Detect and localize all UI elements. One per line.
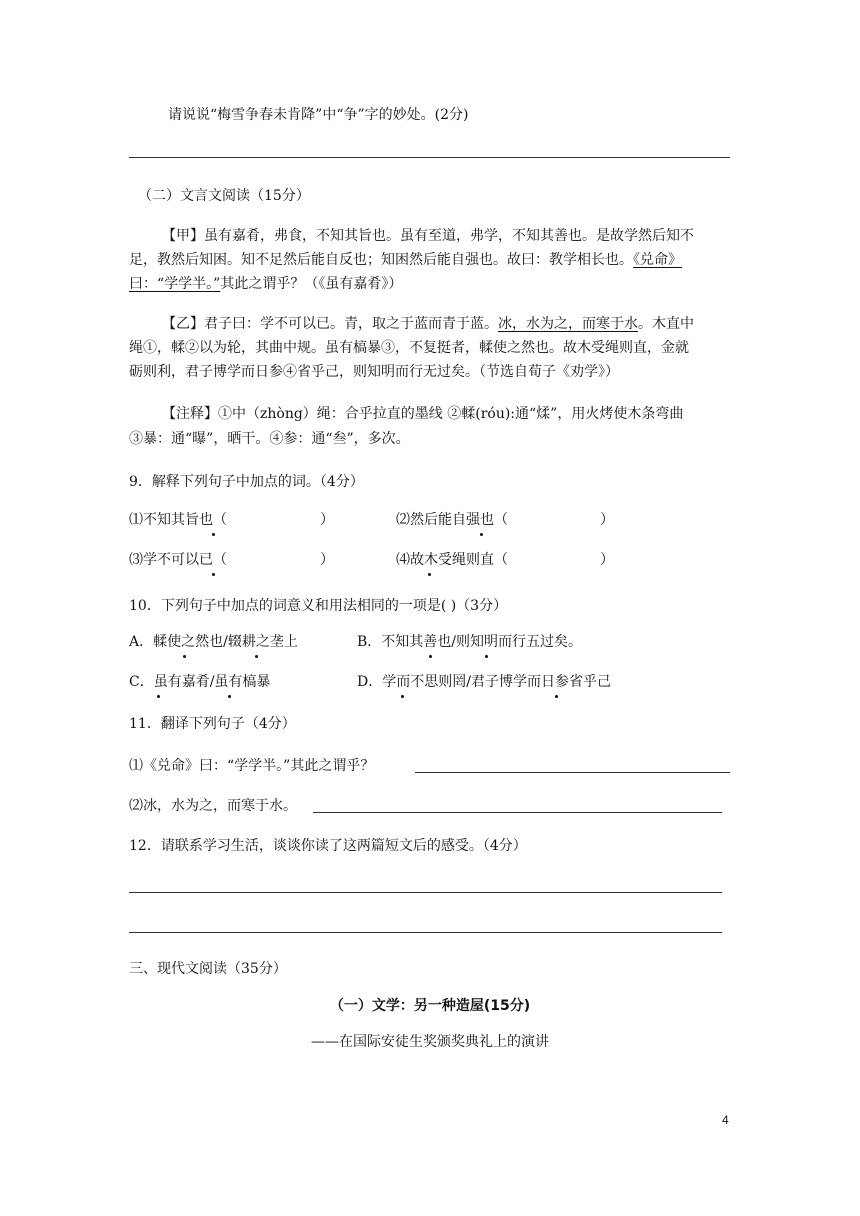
question-10-option-a: A．輮使之然也/辍耕之垄上 (129, 634, 298, 650)
passage-jia-line2-text: 足，教然后知困。知不足然后能自反也；知困然后能自强也。故曰：教学相长也。 (129, 252, 633, 268)
question-9-item-1: ⑴不知其旨也（ (129, 512, 227, 528)
question-9-item-3: ⑶学不可以已（ (129, 552, 227, 568)
emphasis-dot (429, 655, 432, 658)
section-title-modern: 三、现代文阅读（35分） (129, 961, 287, 977)
question-9-item-2: ⑵然后能自强也（ (396, 512, 508, 528)
emphasis-dot (555, 695, 558, 698)
passage-jia-underlined-quote: 曰：“学学半。” (129, 276, 221, 292)
emphasis-dot (480, 533, 483, 536)
answer-line (129, 157, 730, 158)
page-number: 4 (722, 1113, 729, 1127)
question-11-item-1: ⑴《兑命》曰：“学学半。”其此之谓乎？ (129, 758, 375, 774)
emphasis-dot (228, 695, 231, 698)
passage-yi-line2: 绳①，輮②以为轮，其曲中规。虽有槁暴③，不复挺者，輮使之然也。故木受绳则直，金就 (129, 340, 689, 356)
emphasis-dot (255, 655, 258, 658)
passage-jia-line3-text: 其此之谓乎？（《虽有嘉肴》） (220, 276, 403, 292)
answer-line (129, 932, 722, 933)
answer-line (415, 772, 730, 773)
emphasis-dot (212, 573, 215, 576)
question-10-stem: 10．下列句子中加点的词意义和用法相同的一项是( )（3分） (129, 598, 508, 614)
question-11-item-2: ⑵冰，水为之，而寒于水。 (129, 798, 297, 814)
question-10-option-b: B．不知其善也/则知明而行五过矣。 (357, 634, 583, 650)
question-9-item-4: ⑷故木受绳则直（ (396, 552, 508, 568)
passage-jia-line1: 【甲】虽有嘉肴，弗食，不知其旨也。虽有至道，弗学，不知其善也。是故学然后知不 (162, 228, 694, 244)
passage-yi-line1-a: 【乙】君子曰：学不可以已。青，取之于蓝而青于蓝。 (162, 316, 498, 332)
notes-line1: 【注释】①中（zhòng）绳：合乎拉直的墨线 ②輮(róu):通“煣”，用火烤使木条弯曲 (162, 406, 684, 422)
passage-jia-line2 (129, 250, 682, 270)
article-subtitle: ——在国际安徒生奖颁奖典礼上的演讲 (311, 1034, 549, 1050)
emphasis-dot (183, 655, 186, 658)
emphasis-dot (485, 655, 488, 658)
answer-line (313, 812, 722, 813)
emphasis-dot (212, 533, 215, 536)
question-11-stem: 11．翻译下列句子（4分） (129, 716, 296, 732)
question-9-stem: 9．解释下列句子中加点的词。（4分） (129, 474, 364, 490)
passage-yi-line1 (162, 314, 694, 334)
question-12-stem: 12．请联系学习生活，谈谈你读了这两篇短文后的感受。（4分） (129, 838, 527, 854)
question-9-item-1-close: ） (320, 512, 334, 528)
emphasis-dot (401, 695, 404, 698)
notes-line2: ③暴：通“曝”，晒干。④参：通“叁”，多次。 (129, 431, 410, 447)
answer-line (129, 892, 722, 893)
question-9-item-4-close: ） (600, 552, 614, 568)
passage-yi-line3: 砺则利，君子博学而日参④省乎己，则知明而行无过矣。（节选自荀子《劝学》） (129, 364, 619, 380)
question-9-item-2-close: ） (600, 512, 614, 528)
previous-question: 请说说“梅雪争春未肯降”中“争”字的妙处。(2分) (168, 107, 469, 123)
passage-jia-underlined-title: 《兑命》 (633, 252, 682, 268)
question-10-option-d: D．学而不思则罔/君子博学而日参省乎己 (357, 674, 611, 690)
article-title: （一）文学：另一种造屋(15分) (329, 998, 531, 1014)
section-title-classical: （二）文言文阅读（15分） (138, 188, 310, 204)
emphasis-dot (157, 695, 160, 698)
question-10-option-c: C．虽有嘉肴/虽有槁暴 (129, 674, 271, 690)
passage-yi-underlined: 冰，水为之，而寒于水 (498, 316, 638, 332)
passage-yi-line1-b: 。木直中 (638, 316, 694, 332)
passage-jia-line3 (129, 274, 402, 294)
question-9-item-3-close: ） (320, 552, 334, 568)
emphasis-dot (428, 573, 431, 576)
